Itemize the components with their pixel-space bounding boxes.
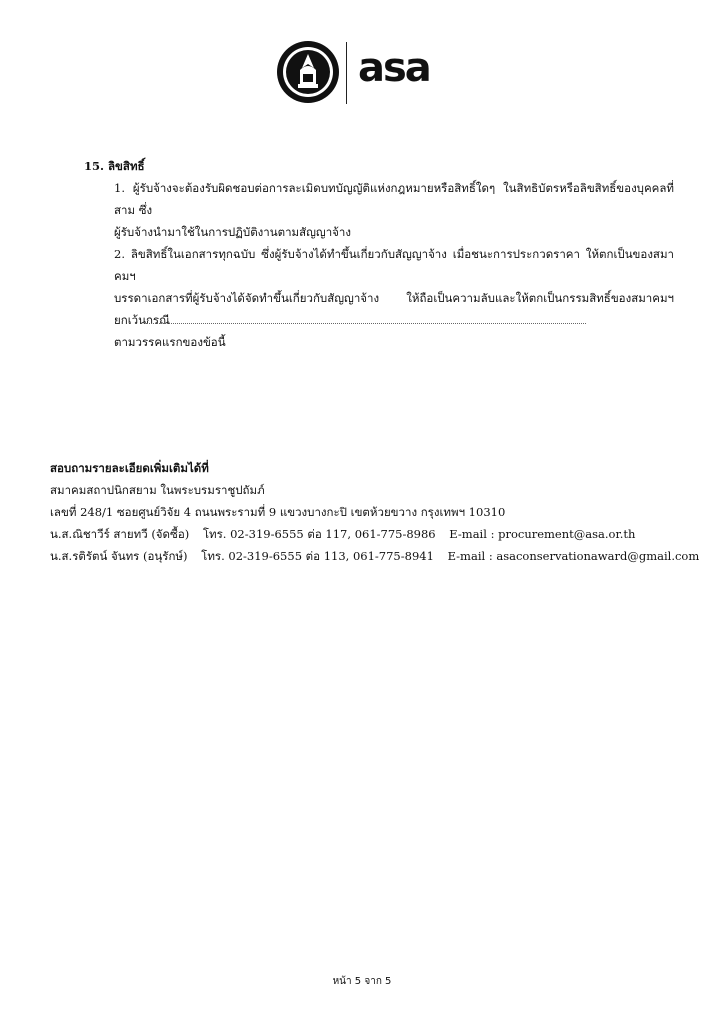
clause-1 [84, 177, 674, 243]
contact-address: เลขที่ 248/1 ซอยศูนย์วิจัย 4 ถนนพระรามที่ 9 แขวงบางกะปิ เขตห้วยขวาง กรุงเทพฯ 10310 [50, 505, 506, 519]
person-email[interactable]: E-mail : asaconservationaward@gmail.com [447, 549, 700, 563]
asa-seal-icon [276, 40, 340, 104]
contact-person-2 [50, 545, 700, 567]
asa-logo: asa [358, 45, 430, 91]
page-header [276, 40, 456, 108]
person-name: น.ส.รติรัตน์ จันทร (อนุรักษ์) [50, 549, 188, 563]
contact-person-1 [50, 523, 670, 545]
clause-2 [84, 243, 674, 353]
clause-2-line-2: บรรดาเอกสารที่ผู้รับจ้างได้จัดทำขึ้นเกี่ยวกับสัญญาจ้าง ให้ถือเป็นความลับและให้ตกเป็นกรรมสิทธิ์ของสมาคมฯ ยกเว้นกรณี [114, 291, 674, 327]
header-divider [346, 42, 347, 104]
section-heading: 15. ลิขสิทธิ์ [84, 159, 145, 173]
clause-1-line-2: ผู้รับจ้างนำมาใช้ในการปฏิบัติงานตามสัญญาจ้าง [114, 225, 351, 239]
dotted-separator [146, 322, 586, 324]
contact-org: สมาคมสถาปนิกสยาม ในพระบรมราชูปถัมภ์ [50, 483, 265, 497]
clause-2-line-3: ตามวรรคแรกของข้อนี้ [114, 335, 226, 349]
person-name: น.ส.ณิชาวีร์ สายทวี (จัดซื้อ) [50, 527, 190, 541]
clause-2-line-1: 2. ลิขสิทธิ์ในเอกสารทุกฉบับ ซึ่งผู้รับจ้างได้ทำขึ้นเกี่ยวกับสัญญาจ้าง เมื่อชนะการประกวดราคา ให้ตกเป็นของสมาคมฯ [114, 247, 674, 283]
contact-block [50, 457, 700, 567]
person-phone: โทร. 02-319-6555 ต่อ 113, 061-775-8941 [201, 549, 434, 563]
person-email[interactable]: E-mail : procurement@asa.or.th [449, 527, 636, 541]
page-number: หน้า 5 จาก 5 [332, 976, 392, 987]
clause-1-line-1: 1. ผู้รับจ้างจะต้องรับผิดชอบต่อการละเมิดบทบัญญัติแห่งกฎหมายหรือสิทธิ์ใดๆ ในสิทธิบัตรหรือลิขสิทธิ์ของบุคคลที่สาม ซึ่ง [114, 181, 674, 217]
person-phone: โทร. 02-319-6555 ต่อ 117, 061-775-8986 [202, 527, 436, 541]
contact-title: สอบถามรายละเอียดเพิ่มเติมได้ที่ [50, 461, 209, 475]
